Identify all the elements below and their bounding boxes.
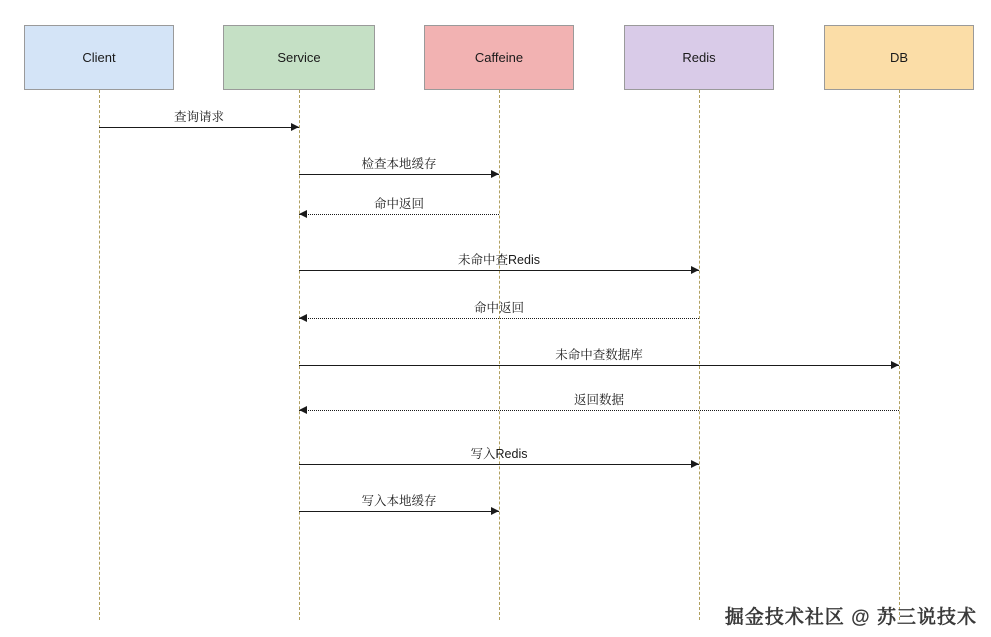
actor-box-service[interactable]: [223, 25, 375, 90]
watermark: 掘金技术社区 @ 苏三说技术: [724, 607, 977, 628]
actor-box-redis[interactable]: [624, 25, 774, 90]
message-label: 检查本地缓存: [361, 157, 437, 171]
message-line: [299, 464, 699, 465]
arrow-head: [691, 460, 699, 468]
message-label: 命中返回: [473, 301, 525, 315]
arrow-head: [299, 314, 307, 322]
actor-label: Client: [82, 50, 116, 65]
message-label: 未命中查Redis: [458, 253, 540, 267]
lifeline-service: [299, 90, 300, 620]
message-line: [299, 318, 699, 319]
message-line: [299, 214, 499, 215]
arrow-head: [299, 406, 307, 414]
actor-label: Service: [277, 50, 321, 65]
arrow-head: [291, 123, 299, 131]
lifeline-db: [899, 90, 900, 620]
message-label: 写入本地缓存: [361, 494, 437, 508]
message-label: 返回数据: [573, 393, 625, 407]
lifeline-caffeine: [499, 90, 500, 620]
arrow-head: [691, 266, 699, 274]
actor-box-caffeine[interactable]: [424, 25, 574, 90]
message-label: 未命中查数据库: [555, 348, 643, 362]
message-line: [299, 511, 499, 512]
arrow-head: [491, 507, 499, 515]
message-label: 查询请求: [173, 110, 225, 124]
arrow-head: [299, 210, 307, 218]
actor-box-db[interactable]: [824, 25, 974, 90]
message-line: [99, 127, 299, 128]
message-line: [299, 174, 499, 175]
arrow-head: [891, 361, 899, 369]
actor-box-client[interactable]: [24, 25, 174, 90]
actor-label: Redis: [682, 50, 716, 65]
message-label: 命中返回: [373, 197, 425, 211]
message-line: [299, 410, 899, 411]
arrow-head: [491, 170, 499, 178]
message-line: [299, 270, 699, 271]
actor-label: Caffeine: [474, 50, 524, 65]
message-line: [299, 365, 899, 366]
lifeline-redis: [699, 90, 700, 620]
actor-label: DB: [889, 50, 909, 65]
lifeline-client: [99, 90, 100, 620]
message-label: 写入Redis: [470, 447, 528, 461]
